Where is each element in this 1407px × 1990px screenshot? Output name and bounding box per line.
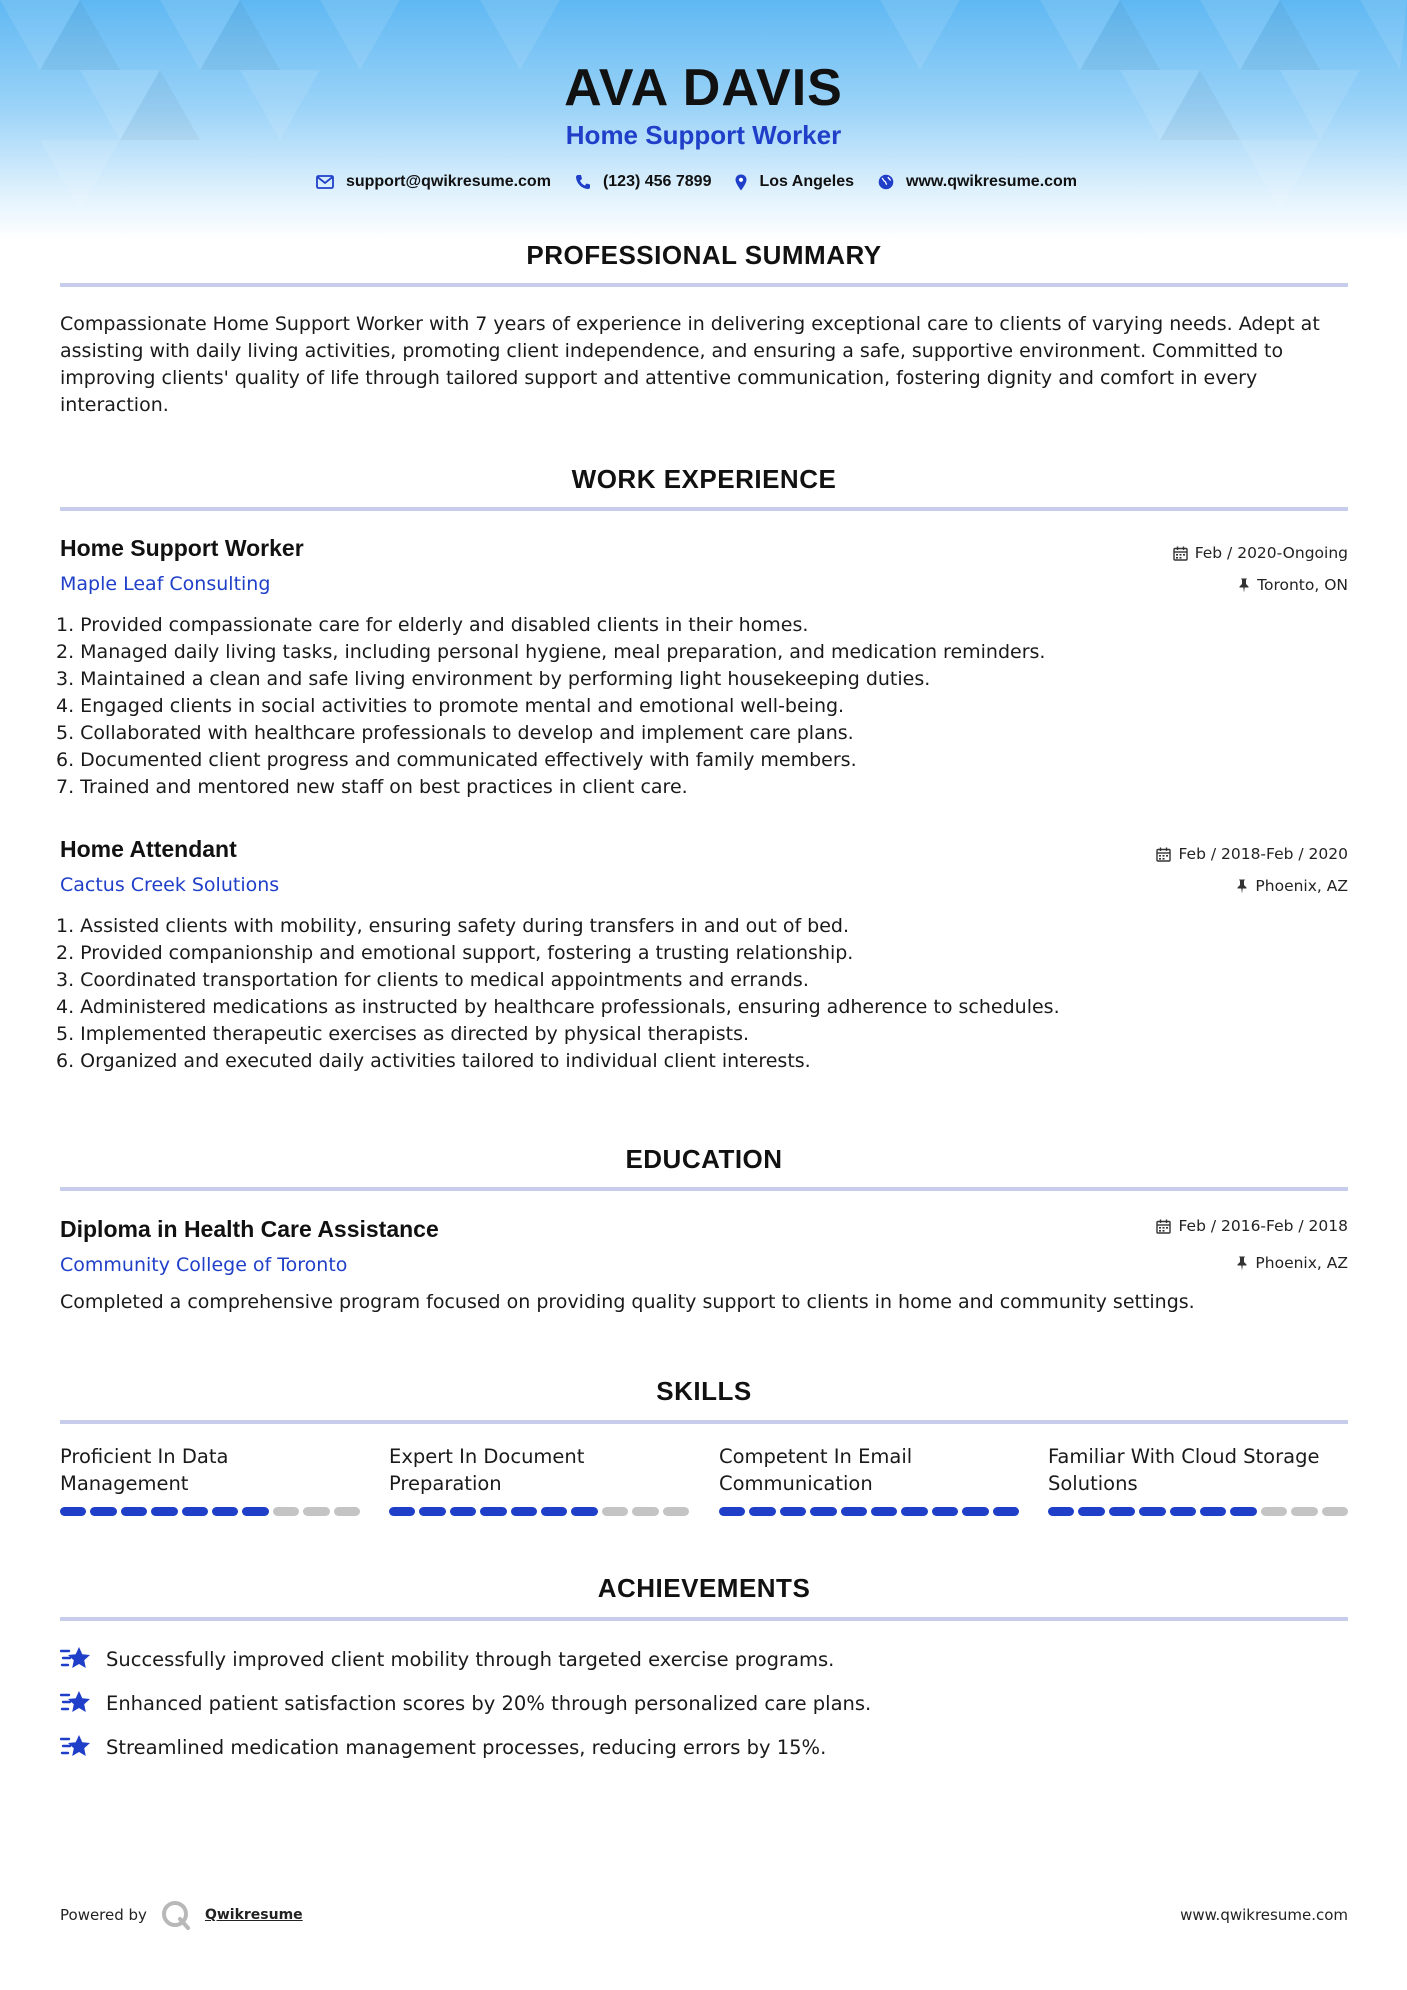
- skill-segment-filled: [480, 1507, 506, 1516]
- list-item: 6. Documented client progress and communicated effectively with family members.: [56, 749, 857, 771]
- list-item: 2. Provided companionship and emotional support, fostering a trusting relationship.: [56, 942, 854, 964]
- skill-segment-filled: [719, 1507, 745, 1516]
- job-date: [1173, 544, 1348, 562]
- skill-segment-filled: [182, 1507, 208, 1516]
- skill-segment-filled: [90, 1507, 116, 1516]
- skill-segment-filled: [993, 1507, 1019, 1516]
- section-divider: [60, 1617, 1348, 1621]
- shooting-star-icon: [60, 1645, 92, 1673]
- skill-segment-filled: [450, 1507, 476, 1516]
- skill-level-bar: [60, 1507, 360, 1516]
- skill-name: Competent In Email Communication: [719, 1445, 913, 1495]
- summary-text: Compassionate Home Support Worker with 7 years of experience in delivering exceptional care to clients of varying needs. Adept at assisting with daily living activities, promoting client independence, and ensuring a safe, supportive environment. Committed to improving clients' quality of life through tailored support and attentive communication, fostering dignity and comfort in every interaction.: [60, 313, 1320, 416]
- list-item: 5. Collaborated with healthcare professionals to develop and implement care plans.: [56, 722, 854, 744]
- contact-email-text: support@qwikresume.com: [345, 173, 551, 190]
- calendar-icon: [1173, 546, 1188, 561]
- skill-segment-filled: [151, 1507, 177, 1516]
- job-date-text: Feb / 2018-Feb / 2020: [1178, 845, 1348, 863]
- education-location: [1236, 1254, 1348, 1272]
- school-name: Community College of Toronto: [60, 1254, 348, 1276]
- skill-item: [389, 1443, 689, 1516]
- job-location: [1236, 877, 1348, 895]
- qwikresume-logo-icon: [161, 1900, 191, 1930]
- skill-segment-filled: [511, 1507, 537, 1516]
- skill-segment-filled: [121, 1507, 147, 1516]
- education-description: Completed a comprehensive program focused on providing quality support to clients in home and community settings.: [60, 1291, 1195, 1313]
- candidate-role: Home Support Worker: [565, 120, 842, 150]
- powered-by-label: Powered by: [60, 1906, 147, 1924]
- list-item: 3. Maintained a clean and safe living environment by performing light housekeeping duties.: [56, 668, 931, 690]
- education-location-text: Phoenix, AZ: [1255, 1254, 1348, 1272]
- skill-segment-filled: [212, 1507, 238, 1516]
- skill-segment-filled: [932, 1507, 958, 1516]
- skill-name: Proficient In Data Management: [60, 1445, 229, 1495]
- skill-segment-empty: [1291, 1507, 1317, 1516]
- pushpin-icon: [1238, 578, 1250, 593]
- contact-location: [735, 173, 854, 191]
- pushpin-icon: [1236, 879, 1248, 894]
- list-item: 6. Organized and executed daily activities tailored to individual client interests.: [56, 1050, 811, 1072]
- skill-segment-filled: [60, 1507, 86, 1516]
- job-location-text: Phoenix, AZ: [1255, 877, 1348, 895]
- skill-item: [719, 1443, 1019, 1516]
- achievement-text: Successfully improved client mobility through targeted exercise programs.: [106, 1647, 835, 1671]
- candidate-name: AVA DAVIS: [564, 59, 843, 117]
- section-title-skills: SKILLS: [656, 1376, 752, 1406]
- achievement-text: Enhanced patient satisfaction scores by 20% through personalized care plans.: [106, 1691, 872, 1715]
- skill-segment-filled: [242, 1507, 268, 1516]
- skill-level-bar: [389, 1507, 689, 1516]
- skill-level-bar: [719, 1507, 1019, 1516]
- job-title: Home Support Worker: [60, 535, 304, 561]
- skill-segment-filled: [962, 1507, 988, 1516]
- envelope-icon: [316, 175, 334, 189]
- skill-segment-empty: [1322, 1507, 1348, 1516]
- skill-segment-empty: [334, 1507, 360, 1516]
- list-item: 5. Implemented therapeutic exercises as directed by physical therapists.: [56, 1023, 750, 1045]
- skill-segment-filled: [541, 1507, 567, 1516]
- skill-segment-empty: [602, 1507, 628, 1516]
- skill-segment-empty: [1261, 1507, 1287, 1516]
- list-item: 1. Assisted clients with mobility, ensuring safety during transfers in and out of bed.: [56, 915, 850, 937]
- contact-phone-text: (123) 456 7899: [602, 173, 712, 190]
- section-title-education: EDUCATION: [625, 1144, 783, 1174]
- footer-powered-by: [60, 1900, 303, 1930]
- list-item: 2. Managed daily living tasks, including personal hygiene, meal preparation, and medication reminders.: [56, 641, 1046, 663]
- skill-item: [1048, 1443, 1348, 1516]
- contact-bar: [0, 173, 1407, 191]
- contact-phone[interactable]: [575, 173, 712, 191]
- skill-segment-filled: [1109, 1507, 1135, 1516]
- job-date: [1156, 845, 1348, 863]
- degree-title: Diploma in Health Care Assistance: [60, 1216, 439, 1242]
- skill-name: Familiar With Cloud Storage Solutions: [1048, 1445, 1320, 1495]
- list-item: 7. Trained and mentored new staff on best practices in client care.: [56, 776, 688, 798]
- job-location: [1238, 576, 1348, 594]
- section-divider: [60, 1187, 1348, 1191]
- skill-segment-filled: [901, 1507, 927, 1516]
- section-title-summary: PROFESSIONAL SUMMARY: [526, 240, 882, 270]
- skill-segment-empty: [303, 1507, 329, 1516]
- skill-segment-filled: [1170, 1507, 1196, 1516]
- skill-segment-filled: [1230, 1507, 1256, 1516]
- skill-segment-filled: [810, 1507, 836, 1516]
- list-item: 1. Provided compassionate care for elderly and disabled clients in their homes.: [56, 614, 809, 636]
- achievement-item: [60, 1689, 871, 1717]
- list-item: 3. Coordinated transportation for clients to medical appointments and errands.: [56, 969, 809, 991]
- section-title-experience: WORK EXPERIENCE: [571, 464, 837, 494]
- achievement-item: [60, 1645, 834, 1673]
- shooting-star-icon: [60, 1689, 92, 1717]
- job-bullet-list: [56, 913, 1336, 1075]
- skill-segment-filled: [1048, 1507, 1074, 1516]
- skill-segment-empty: [632, 1507, 658, 1516]
- company-name: Cactus Creek Solutions: [60, 874, 280, 896]
- skill-segment-filled: [841, 1507, 867, 1516]
- job-title: Home Attendant: [60, 836, 237, 862]
- achievement-text: Streamlined medication management processes, reducing errors by 15%.: [106, 1735, 827, 1759]
- contact-website[interactable]: [878, 173, 1077, 191]
- contact-website-text: www.qwikresume.com: [906, 173, 1078, 190]
- list-item: 4. Engaged clients in social activities to promote mental and emotional well-being.: [56, 695, 845, 717]
- skill-segment-filled: [1139, 1507, 1165, 1516]
- skill-segment-filled: [871, 1507, 897, 1516]
- skill-segment-filled: [571, 1507, 597, 1516]
- list-item: 4. Administered medications as instructed by healthcare professionals, ensuring adherence to schedules.: [56, 996, 1060, 1018]
- calendar-icon: [1156, 1219, 1171, 1234]
- skill-segment-filled: [780, 1507, 806, 1516]
- shooting-star-icon: [60, 1733, 92, 1761]
- skill-segment-filled: [1200, 1507, 1226, 1516]
- skill-segment-filled: [1078, 1507, 1104, 1516]
- footer-website[interactable]: www.qwikresume.com: [1180, 1906, 1348, 1924]
- skill-segment-filled: [389, 1507, 415, 1516]
- contact-email[interactable]: [316, 173, 551, 191]
- education-date: [1156, 1217, 1348, 1235]
- achievement-item: [60, 1733, 826, 1761]
- contact-location-text: Los Angeles: [759, 173, 855, 190]
- skill-segment-empty: [273, 1507, 299, 1516]
- company-name: Maple Leaf Consulting: [60, 573, 271, 595]
- skill-segment-empty: [663, 1507, 689, 1516]
- skill-segment-filled: [749, 1507, 775, 1516]
- job-bullet-list: [56, 612, 1336, 801]
- section-divider: [60, 507, 1348, 511]
- phone-icon: [575, 174, 591, 190]
- section-title-achievements: ACHIEVEMENTS: [597, 1573, 811, 1603]
- skill-name: Expert In Document Preparation: [389, 1445, 585, 1495]
- section-divider: [60, 283, 1348, 287]
- section-divider: [60, 1420, 1348, 1424]
- globe-icon: [878, 174, 894, 190]
- education-date-text: Feb / 2016-Feb / 2018: [1178, 1217, 1348, 1235]
- job-date-text: Feb / 2020-Ongoing: [1194, 544, 1348, 562]
- skill-segment-filled: [419, 1507, 445, 1516]
- qwikresume-link[interactable]: Qwikresume: [204, 1907, 303, 1923]
- calendar-icon: [1156, 847, 1171, 862]
- job-location-text: Toronto, ON: [1257, 576, 1348, 594]
- skill-level-bar: [1048, 1507, 1348, 1516]
- skill-item: [60, 1443, 360, 1516]
- pushpin-icon: [1236, 1256, 1248, 1271]
- location-pin-icon: [735, 174, 747, 191]
